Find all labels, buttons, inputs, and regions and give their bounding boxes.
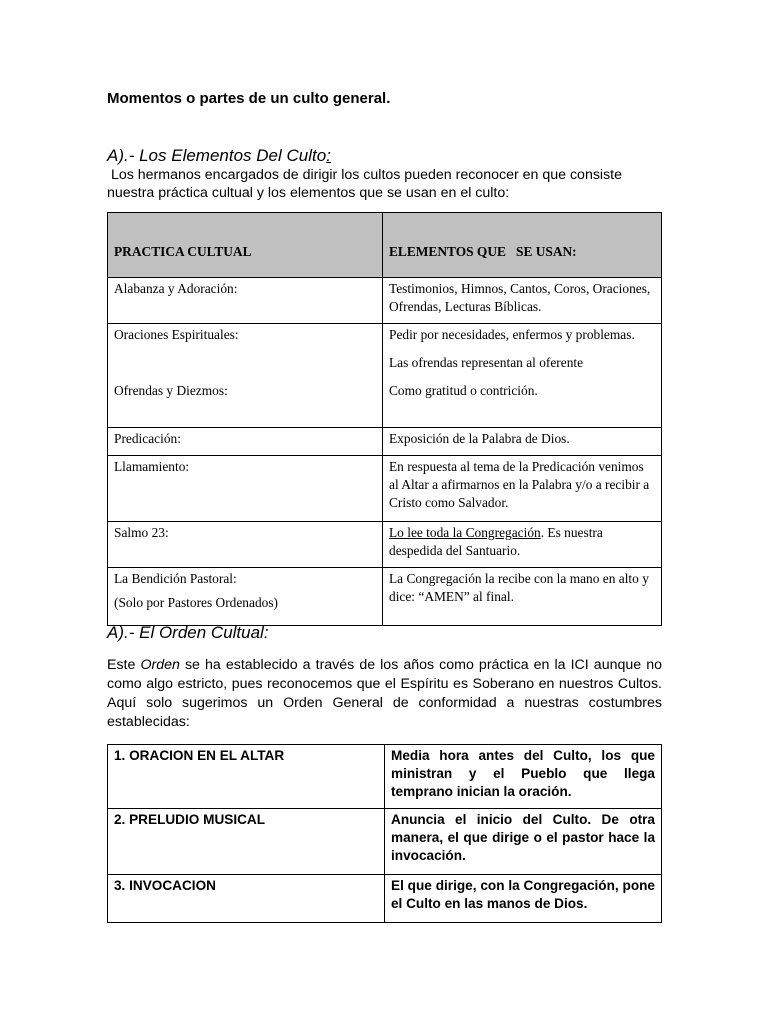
elements-cell [383, 324, 662, 428]
table-row [108, 324, 662, 428]
elements-cell: Testimonios, Himnos, Cantos, Coros, Oraciones, Ofrendas, Lecturas Bíblicas. [383, 278, 662, 324]
header-elements: ELEMENTOS QUE SE USAN: [383, 213, 662, 278]
description-cell: Media hora antes del Culto, los que ministran y el Pueblo que llega temprano inician la oración. [385, 745, 662, 809]
practice-text-2: (Solo por Pastores Ordenados) [114, 595, 279, 610]
elements-cell: En respuesta al tema de la Predicación venimos al Altar a afirmarnos en la Palabra y/o a recibir a Cristo como Salvador. [383, 456, 662, 522]
table-row [108, 522, 662, 568]
practice-cell [108, 324, 383, 428]
elements-text-2: Las ofrendas representan al oferente [389, 355, 584, 370]
practice-cell: Alabanza y Adoración: [108, 278, 383, 324]
header-practice: PRACTICA CULTUAL [108, 213, 383, 278]
paragraph-italic: Orden [140, 657, 180, 673]
practice-text: Oraciones Espirituales: [114, 327, 239, 342]
table-row [108, 428, 662, 456]
practice-cell [108, 568, 383, 626]
practice-text-2: Ofrendas y Diezmos: [114, 383, 228, 398]
order-table [107, 744, 662, 923]
step-cell: 2. PRELUDIO MUSICAL [108, 809, 385, 875]
step-cell: 3. INVOCACION [108, 875, 385, 923]
document-title: Momentos o partes de un culto general. [107, 90, 391, 107]
practice-text: La Bendición Pastoral: [114, 571, 237, 586]
section-b-paragraph [107, 656, 662, 732]
practice-cell: Salmo 23: [108, 522, 383, 568]
table-row [108, 568, 662, 626]
intro-line-1: Los hermanos encargados de dirigir los cultos pueden reconocer en que consiste [107, 167, 623, 183]
intro-line-2: nuestra práctica cultual y los elementos que se usan en el culto: [107, 185, 510, 201]
table-row [108, 745, 662, 809]
elements-text: Pedir por necesidades, enfermos y problemas. [389, 327, 635, 342]
practices-table [107, 212, 662, 626]
section-a-heading-text: A).- Los Elementos Del Culto [107, 146, 327, 165]
description-cell: Anuncia el inicio del Culto. De otra manera, el que dirige o el pastor hace la invocación. [385, 809, 662, 875]
practice-cell: Llamamiento: [108, 456, 383, 522]
section-b-heading: A).- El Orden Cultual: [107, 623, 269, 642]
section-a-heading [107, 146, 331, 166]
description-cell: El que dirige, con la Congregación, pone el Culto en las manos de Dios. [385, 875, 662, 923]
elements-cell [383, 522, 662, 568]
table-row [108, 875, 662, 923]
table-row [108, 278, 662, 324]
paragraph-prefix: Este [107, 657, 141, 673]
practices-table-header [108, 213, 662, 278]
elements-cell: La Congregación la recibe con la mano en alto y dice: “AMEN” al final. [383, 568, 662, 626]
table-row [108, 809, 662, 875]
elements-text-3: Como gratitud o contrición. [389, 383, 538, 398]
elements-text: . Es nuestra despedida del Santuario. [389, 525, 603, 558]
section-a-heading-colon: : [326, 146, 331, 165]
elements-cell: Exposición de la Palabra de Dios. [383, 428, 662, 456]
table-row [108, 456, 662, 522]
elements-underlined-text: Lo lee toda la Congregación [389, 525, 541, 540]
practice-cell: Predicación: [108, 428, 383, 456]
section-a-intro [107, 166, 662, 202]
paragraph-rest: se ha establecido a través de los años como práctica en la ICI aunque no como algo estricto, pues reconocemos que el Espíritu es Soberano en nuestros Cultos. Aquí solo sugerimos un Orden General de conformidad a nuestras costumbres establecidas: [107, 657, 662, 730]
step-cell: 1. ORACION EN EL ALTAR [108, 745, 385, 809]
